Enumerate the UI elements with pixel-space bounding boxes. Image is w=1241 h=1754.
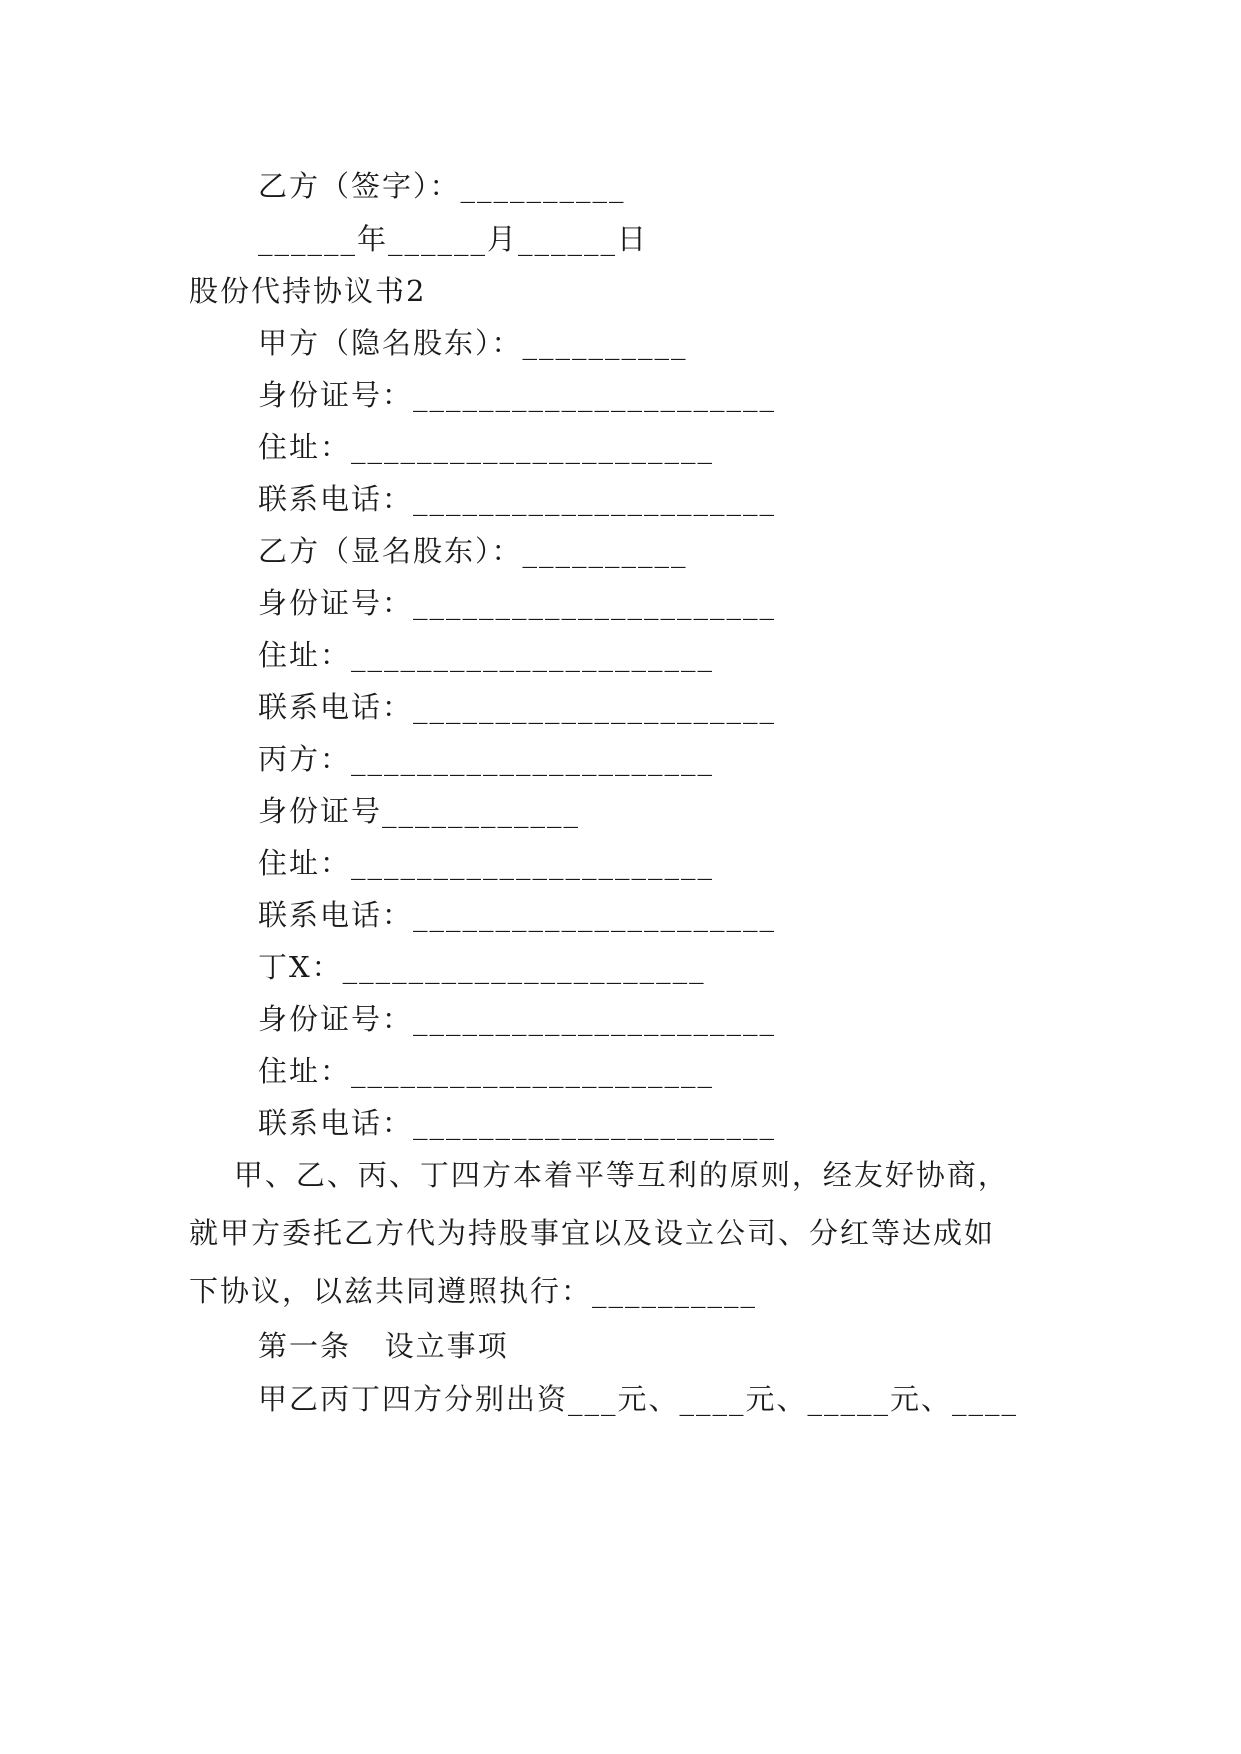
party-b-field: 乙方（显名股东）：__________ (258, 534, 688, 568)
intro-paragraph-line-3: 下协议，以兹共同遵照执行：__________ (189, 1274, 758, 1308)
intro-paragraph-line-2: 就甲方委托乙方代为持股事宜以及设立公司、分红等达成如 (189, 1216, 996, 1250)
article-one-heading: 第一条 设立事项 (258, 1329, 509, 1363)
party-d-field: 丁X：______________________ (258, 950, 706, 984)
party-c-phone-field: 联系电话：______________________ (258, 898, 777, 932)
intro-paragraph-line-1: 甲、乙、丙、丁四方本着平等互利的原则，经友好协商， (189, 1158, 1009, 1192)
party-b-address-field: 住址：______________________ (258, 638, 715, 672)
party-a-phone-field: 联系电话：______________________ (258, 482, 777, 516)
party-a-field: 甲方（隐名股东）：__________ (258, 326, 688, 360)
party-a-address-field: 住址：______________________ (258, 430, 715, 464)
party-b-signature-line: 乙方（签字）：__________ (258, 169, 626, 203)
article-one-text: 甲乙丙丁四方分别出资___元、____元、_____元、____ (258, 1382, 1019, 1416)
party-d-phone-field: 联系电话：______________________ (258, 1106, 777, 1140)
party-d-id-field: 身份证号：______________________ (258, 1002, 777, 1036)
document-title: 股份代持协议书2 (189, 274, 427, 308)
party-c-address-field: 住址：______________________ (258, 846, 715, 880)
party-b-phone-field: 联系电话：______________________ (258, 690, 777, 724)
date-line: ______年______月______日 (258, 222, 649, 256)
party-d-address-field: 住址：______________________ (258, 1054, 715, 1088)
party-b-id-field: 身份证号：______________________ (258, 586, 777, 620)
party-a-id-field: 身份证号：______________________ (258, 378, 777, 412)
party-c-id-field: 身份证号____________ (258, 794, 581, 828)
party-c-field: 丙方：______________________ (258, 742, 715, 776)
